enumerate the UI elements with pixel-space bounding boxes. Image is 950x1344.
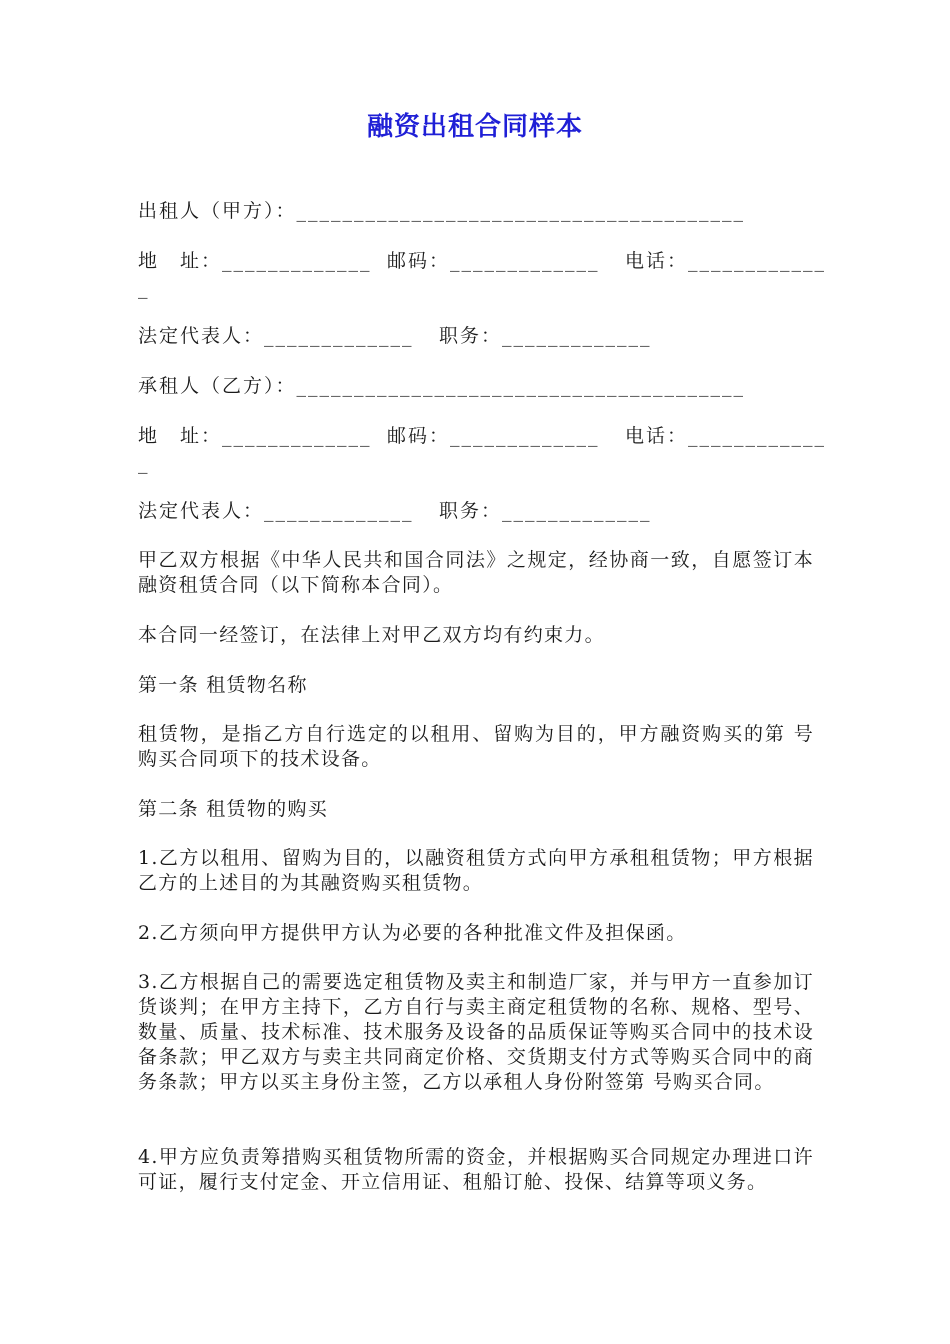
clause-2-2-paragraph: 2.乙方须向甲方提供甲方认为必要的各种批准文件及担保函。	[138, 922, 687, 944]
lessor-phone-wrap: _	[138, 277, 150, 299]
lessee-postcode-field: 邮码：_____________	[387, 425, 600, 447]
lessee-rep-field: 法定代表人：_____________	[138, 500, 414, 522]
preamble-paragraph: 甲乙双方根据《中华人民共和国合同法》之规定，经协商一致，自愿签订本融资租赁合同（以下简称本合同）。	[138, 549, 814, 596]
lessee-phone-field: 电话：____________	[625, 425, 827, 447]
article-2-heading: 第二条 租赁物的购买	[138, 798, 329, 820]
lessor-phone-field: 电话：____________	[625, 250, 827, 272]
clause-2-3-paragraph: 3.乙方根据自己的需要选定租赁物及卖主和制造厂家，并与甲方一直参加订货谈判；在甲方主持下，乙方自行与卖主商定租赁物的名称、规格、型号、数量、质量、技术标准、技术服务及设备的品质保证等购买合同中的技术设备条款；甲乙双方与卖主共同商定价格、交货期支付方式等购买合同中的商务条款；甲方以买主身份主签，乙方以承租人身份附签第 号购买合同。	[138, 971, 814, 1093]
clause-2-1-paragraph: 1.乙方以租用、留购为目的，以融资租赁方式向甲方承租租赁物；甲方根据乙方的上述目的为其融资购买租赁物。	[138, 847, 814, 894]
clause-2-4-paragraph: 4.甲方应负责筹措购买租赁物所需的资金，并根据购买合同规定办理进口许可证，履行支付定金、开立信用证、租船订舱、投保、结算等项义务。	[138, 1146, 814, 1193]
lessor-position-field: 职务：_____________	[439, 325, 652, 347]
lessee-position-field: 职务：_____________	[439, 500, 652, 522]
lessor-rep-field: 法定代表人：_____________	[138, 325, 414, 347]
lessor-line: 出租人（甲方）：_______________________________________	[138, 200, 746, 222]
lessee-address-field: 地 址：_____________	[138, 425, 372, 447]
article-1-heading: 第一条 租赁物名称	[138, 674, 308, 696]
lessee-line: 承租人（乙方）：_______________________________________	[138, 375, 746, 397]
lessee-phone-wrap: _	[138, 452, 150, 474]
article-1-paragraph: 租赁物，是指乙方自行选定的以租用、留购为目的，甲方融资购买的第 号购买合同项下的技术设备。	[138, 723, 814, 770]
document-title: 融资出租合同样本	[366, 112, 583, 142]
lessor-postcode-field: 邮码：_____________	[387, 250, 600, 272]
binding-paragraph: 本合同一经签订，在法律上对甲乙双方均有约束力。	[138, 624, 605, 646]
lessor-address-field: 地 址：_____________	[138, 250, 372, 272]
